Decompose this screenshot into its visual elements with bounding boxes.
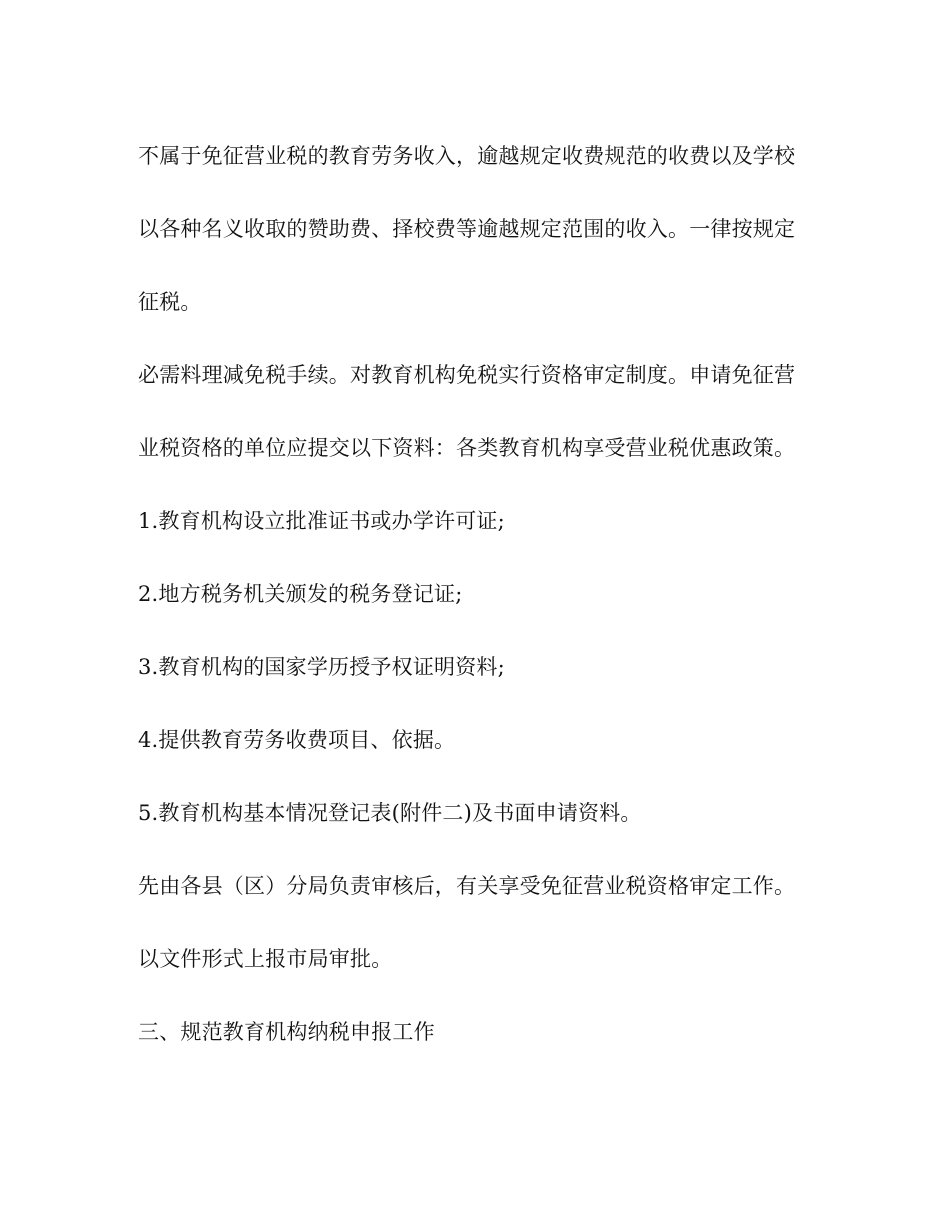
list-item-tax-registration: 2.地方税务机关颁发的税务登记证; bbox=[138, 582, 463, 606]
paragraph-non-exempt-income: 不属于免征营业税的教育劳务收入，逾越规定收费规范的收费以及学校以各种名义收取的赞助费、择校费等逾越规定范围的收入。一律按规定征税。 bbox=[138, 144, 796, 314]
list-item-registration-form: 5.教育机构基本情况登记表(附件二)及书面申请资料。 bbox=[138, 801, 642, 825]
paragraph-review-process: 先由各县（区）分局负责审核后，有关享受免征营业税资格审定工作。以文件形式上报市局审批。 bbox=[138, 874, 796, 971]
list-item-degree-authorization: 3.教育机构的国家学历授予权证明资料; bbox=[138, 655, 505, 679]
paragraph-exemption-procedure: 必需料理减免税手续。对教育机构免税实行资格审定制度。申请免征营业税资格的单位应提交以下资料：各类教育机构享受营业税优惠政策。 bbox=[138, 363, 796, 460]
document-body bbox=[138, 120, 798, 1069]
list-item-fee-items: 4.提供教育劳务收费项目、依据。 bbox=[138, 728, 456, 752]
section-heading-tax-filing: 三、规范教育机构纳税申报工作 bbox=[138, 1020, 435, 1044]
list-item-approval-certificate: 1.教育机构设立批准证书或办学许可证; bbox=[138, 509, 505, 533]
